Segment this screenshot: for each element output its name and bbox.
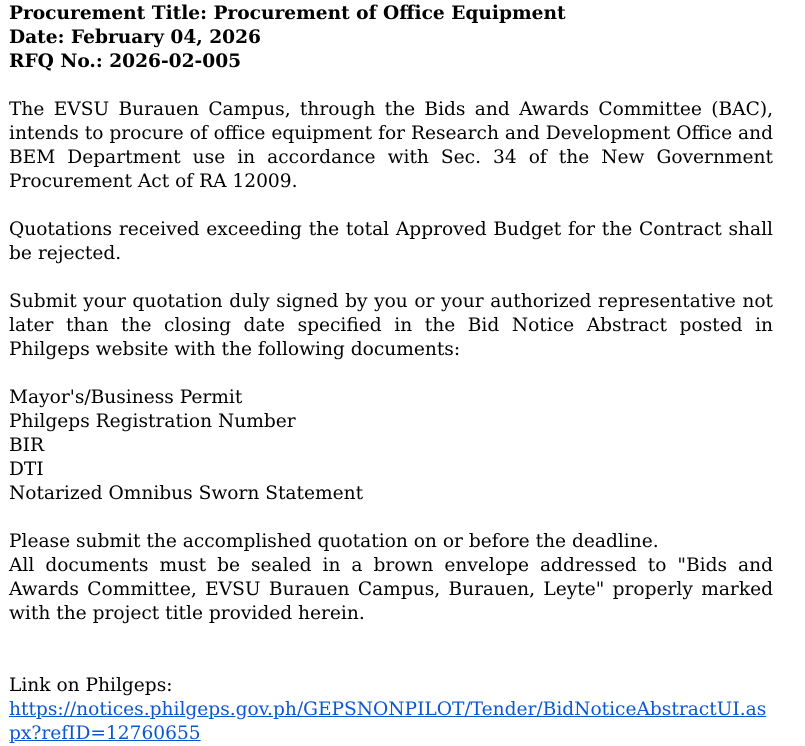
document-date: Date: February 04, 2026: [9, 27, 261, 48]
closing-block: [9, 530, 773, 626]
link-label: Link on Philgeps:: [9, 675, 173, 696]
document-header: [9, 2, 773, 74]
requirement-item: BIR: [9, 435, 45, 456]
requirement-item: DTI: [9, 459, 44, 480]
envelope-note: All documents must be sealed in a brown envelope addressed to "Bids and Awards Committee, EVSU Burauen Campus, Burauen, Leyte" properly marked with the project title provided herein.: [9, 555, 773, 624]
requirement-item: Philgeps Registration Number: [9, 411, 296, 432]
rfq-number: RFQ No.: 2026-02-005: [9, 51, 242, 72]
submission-paragraph: Submit your quotation duly signed by you or your authorized representative not later than the closing date specified in the Bid Notice Abstract posted in Philgeps website with the following documents:: [9, 291, 773, 360]
link-section: [9, 674, 773, 746]
philgeps-link[interactable]: https://notices.philgeps.gov.ph/GEPSNONPILOT/Tender/BidNoticeAbstractUI.aspx?refID=12760655: [9, 699, 767, 744]
rejection-paragraph: Quotations received exceeding the total Approved Budget for the Contract shall be rejected.: [9, 219, 773, 264]
deadline-note: Please submit the accomplished quotation on or before the deadline.: [9, 531, 659, 552]
intro-paragraph: The EVSU Burauen Campus, through the Bids and Awards Committee (BAC), intends to procure of office equipment for Research and Development Office and BEM Department use in accordance with Sec. 34 of the New Government Procurement Act of RA 12009.: [9, 99, 773, 192]
requirement-item: Mayor's/Business Permit: [9, 387, 243, 408]
requirements-list: [9, 386, 773, 506]
requirement-item: Notarized Omnibus Sworn Statement: [9, 483, 364, 504]
procurement-title: Procurement Title: Procurement of Office Equipment: [9, 3, 566, 24]
